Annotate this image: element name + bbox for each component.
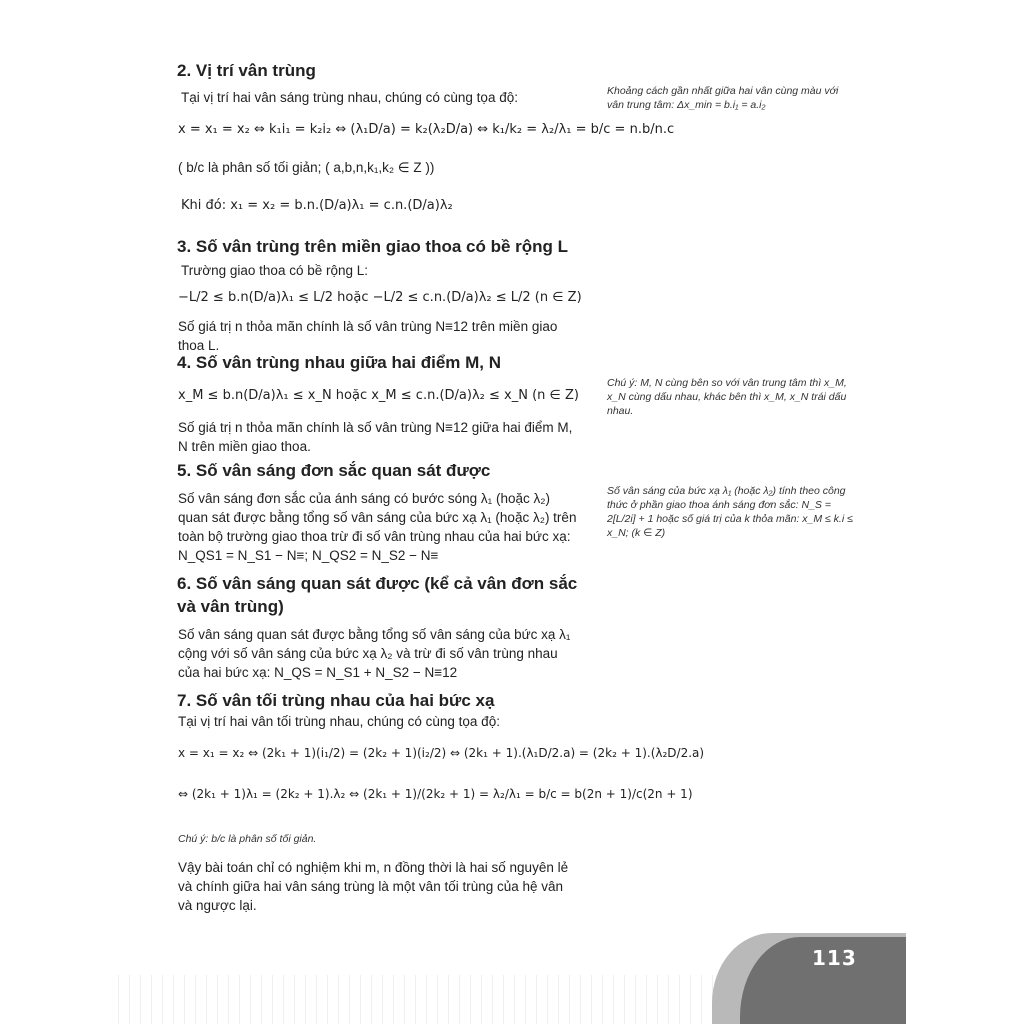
s7-note: Chú ý: b/c là phân số tối giản. — [178, 833, 317, 845]
s2-equation-1: x = x₁ = x₂ ⇔ k₁i₁ = k₂i₂ ⇔ (λ₁D/a) = k₂(λ₂D/a) ⇔ k₁/k₂ = λ₂/λ₁ = b/c = n.b/n.c — [178, 122, 675, 137]
heading-section-2: 2. Vị trí vân trùng — [177, 61, 316, 80]
s5-body: Số vân sáng đơn sắc của ánh sáng có bước sóng λ₁ (hoặc λ₂) quan sát được bằng tổng số vân sáng của bức xạ λ₁ (hoặc λ₂) trên toàn bộ trường giao thoa trừ đi số vân trùng nhau của hai bức xạ: N_QS1 = N_S1 − N≡; N_QS2 = N_S2 − N≡ — [178, 491, 577, 563]
s7-intro: Tại vị trí hai vân tối trùng nhau, chúng có cùng tọa độ: — [178, 714, 500, 729]
heading-section-6-line-1: 6. Số vân sáng quan sát được (kể cả vân đơn sắc — [177, 574, 578, 593]
s2-intro: Tại vị trí hai vân sáng trùng nhau, chúng có cùng tọa độ: — [181, 90, 518, 105]
s6-body: Số vân sáng quan sát được bằng tổng số vân sáng của bức xạ λ₁ cộng với số vân sáng của bức xạ λ₂ và trừ đi số vân trùng nhau của hai bức xạ: N_QS = N_S1 + N_S2 − N≡12 — [178, 627, 571, 680]
s4-equation: x_M ≤ b.n(D/a)λ₁ ≤ x_N hoặc x_M ≤ c.n.(D/a)λ₂ ≤ x_N (n ∈ Z) — [178, 388, 579, 403]
s7-body: Vậy bài toán chỉ có nghiệm khi m, n đồng thời là hai số nguyên lẻ và chính giữa hai vân sáng trùng là một vân tối trùng của hệ vân và ngược lại. — [178, 860, 569, 913]
sidenote-min-distance: Khoảng cách gần nhất giữa hai vân cùng màu với vân trung tâm: Δx_min = b.i₁ = a.i₂ — [607, 85, 839, 111]
s2-equation-2: Khi đó: x₁ = x₂ = b.n.(D/a)λ₁ = c.n.(D/a)λ₂ — [181, 198, 453, 213]
footer-stripes — [118, 975, 718, 1024]
s7-equation-1: x = x₁ = x₂ ⇔ (2k₁ + 1)(i₁/2) = (2k₂ + 1)(i₂/2) ⇔ (2k₁ + 1).(λ₁D/2.a) = (2k₂ + 1).(λ₂D/2.a) — [178, 746, 705, 760]
sidenote-bright-count: Số vân sáng của bức xạ λ₁ (hoặc λ₂) tính theo công thức ở phần giao thoa ánh sáng đơn sắc: N_S = 2[L/2i] + 1 hoặc số giá trị của k thỏa mãn: x_M ≤ k.i ≤ x_N; (k ∈ Z) — [607, 485, 853, 539]
heading-section-6-line-2: và vân trùng) — [177, 597, 284, 616]
page-number: 113 — [812, 946, 857, 970]
heading-section-7: 7. Số vân tối trùng nhau của hai bức xạ — [177, 691, 495, 710]
s2-note: ( b/c là phân số tối giản; ( a,b,n,k₁,k₂ ∈ Z )) — [178, 160, 435, 175]
sidenote-mn-sign: Chú ý: M, N cùng bên so với vân trung tâm thì x_M, x_N cùng dấu nhau, khác bên thì x_M, x_N trái dấu nhau. — [607, 377, 847, 417]
heading-section-3: 3. Số vân trùng trên miền giao thoa có bề rộng L — [177, 237, 569, 256]
heading-section-5: 5. Số vân sáng đơn sắc quan sát được — [177, 461, 491, 480]
s3-body: Số giá trị n thỏa mãn chính là số vân trùng N≡12 trên miền giao thoa L. — [178, 319, 558, 353]
s4-body: Số giá trị n thỏa mãn chính là số vân trùng N≡12 giữa hai điểm M, N trên miền giao thoa. — [178, 420, 573, 454]
s3-intro: Trường giao thoa có bề rộng L: — [181, 263, 369, 278]
heading-section-4: 4. Số vân trùng nhau giữa hai điểm M, N — [177, 353, 502, 372]
s7-equation-2: ⇔ (2k₁ + 1)λ₁ = (2k₂ + 1).λ₂ ⇔ (2k₁ + 1)/(2k₂ + 1) = λ₂/λ₁ = b/c = b(2n + 1)/c(2n + 1) — [178, 787, 693, 801]
s3-equation: −L/2 ≤ b.n(D/a)λ₁ ≤ L/2 hoặc −L/2 ≤ c.n.(D/a)λ₂ ≤ L/2 (n ∈ Z) — [178, 290, 582, 305]
